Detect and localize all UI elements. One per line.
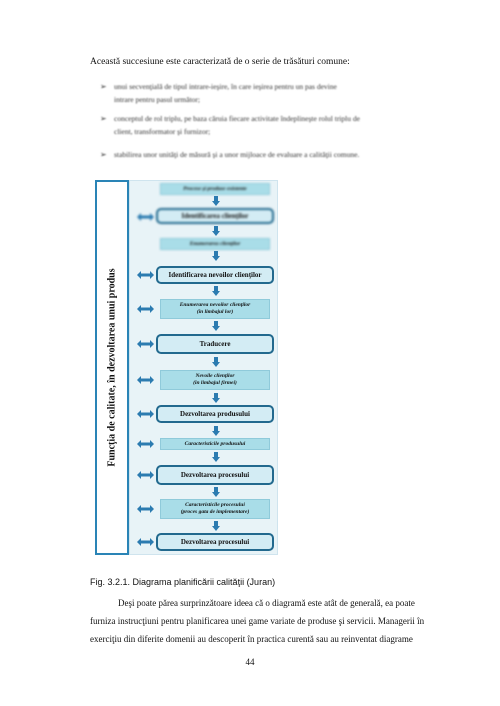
bullet-line: conceptul de rol triplu, pe baza căruia fiecare activitate îndeplineşte rolul triplu de <box>114 114 360 123</box>
down-arrow-icon <box>212 226 220 236</box>
step-product-characteristics: Caracteristicile produsului <box>160 438 270 450</box>
double-arrow-icon <box>137 340 154 348</box>
bullet-item <box>100 80 444 106</box>
down-arrow-icon <box>212 286 220 296</box>
quality-planning-diagram <box>95 180 278 555</box>
bullet-line: client, transformator şi furnizor; <box>114 127 211 136</box>
step-identify-needs: Identificarea nevoilor clienţilor <box>156 266 274 284</box>
blurred-step: Enumerarea clienţilor <box>160 238 270 250</box>
blurred-step: Identificarea clienţilor <box>156 208 274 224</box>
double-arrow-icon <box>137 440 154 448</box>
paragraph-line: Deşi poate părea surprinzătoare ideea că o diagramă este atât de generală, ea poate <box>118 598 415 608</box>
down-arrow-icon <box>212 357 220 367</box>
step-process-development: Dezvoltarea procesului <box>156 465 274 485</box>
step-process-characteristics: Caracteristicile procesului (proces gata de implementare) <box>160 499 270 519</box>
step-translation: Traducere <box>156 334 274 354</box>
down-arrow-icon <box>212 521 220 531</box>
double-arrow-icon <box>137 471 154 479</box>
double-arrow-icon <box>137 213 154 221</box>
paragraph-line: exerciţiu din diferite domenii au descoperit în practica curentă sau au reinventat diagrame <box>90 634 413 644</box>
double-arrow-icon <box>137 376 154 384</box>
down-arrow-icon <box>212 426 220 436</box>
down-arrow-icon <box>212 452 220 462</box>
bullet-item <box>100 112 444 138</box>
arrow-bullet-icon: ➢ <box>100 82 107 91</box>
arrow-bullet-icon: ➢ <box>100 150 107 159</box>
bullet-line: unui secvenţială de tipul intrare-ieşire, în care ieşirea pentru un pas devine <box>114 82 337 91</box>
double-arrow-icon <box>137 271 154 279</box>
intro-line: Această succesiune este caracterizată de o serie de trăsături comune: <box>90 57 350 67</box>
step-needs-company-language: Nevoile clienţilor (în limbajul firmei) <box>160 370 270 390</box>
double-arrow-icon <box>137 305 154 313</box>
down-arrow-icon <box>212 487 220 497</box>
double-arrow-icon <box>137 505 154 513</box>
down-arrow-icon <box>212 251 220 261</box>
bullet-item <box>100 148 444 161</box>
bullet-line: intrare pentru pasul următor; <box>114 95 201 104</box>
vertical-label: Funcţia de calitate, în dezvoltarea unui produs <box>106 268 118 467</box>
step-enumerate-needs: Enumerarea nevoilor clienţilor (în limbajul lor) <box>160 299 270 319</box>
bullet-line: stabilirea unor unităţi de măsură şi a unor mijloace de evaluare a calităţii comune. <box>114 150 360 159</box>
arrow-bullet-icon: ➢ <box>100 114 107 123</box>
double-arrow-icon <box>137 410 154 418</box>
down-arrow-icon <box>212 196 220 206</box>
double-arrow-icon <box>137 538 154 546</box>
step-product-development: Dezvoltarea produsului <box>156 405 274 423</box>
blurred-step: Procese şi produse existente <box>160 183 270 195</box>
down-arrow-icon <box>212 393 220 403</box>
figure-caption: Fig. 3.2.1. Diagrama planificării calităţii (Juran) <box>90 577 276 587</box>
step-process-development-final: Dezvoltarea procesului <box>156 533 274 551</box>
paragraph-line: furniza instrucţiuni pentru planificarea unei game variate de produse şi servicii. Managerii în <box>90 616 425 626</box>
down-arrow-icon <box>212 321 220 331</box>
page-number: 44 <box>245 657 255 667</box>
